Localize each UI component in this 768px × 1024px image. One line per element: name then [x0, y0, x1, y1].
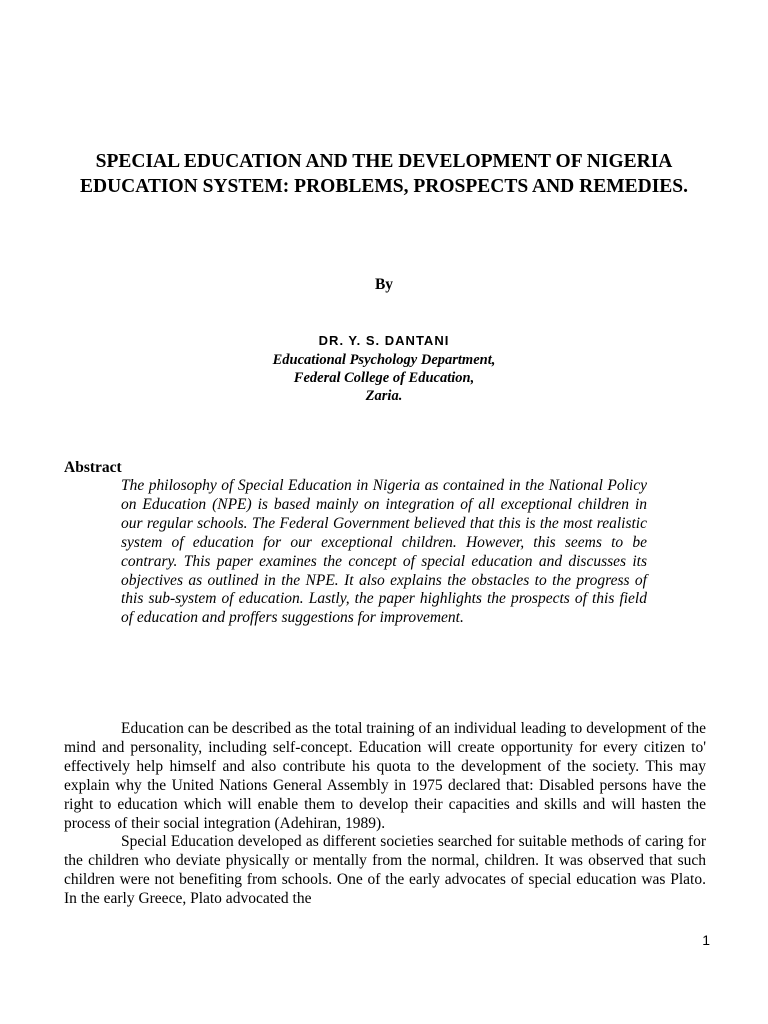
author-affiliation — [0, 351, 768, 405]
affiliation-department: Educational Psychology Department, — [272, 352, 496, 368]
body-paragraph: Special Education developed as different societies searched for suitable methods of caring for the children who deviate physically or mentally from the normal, children. It was observed that such children were not benefiting from schools. One of the early advocates of special education was Plato. In the early Greece, Plato advocated the — [64, 833, 706, 908]
paper-title: SPECIAL EDUCATION AND THE DEVELOPMENT OF NIGERIA EDUCATION SYSTEM: PROBLEMS, PROSPECTS AND REMEDIES. — [79, 151, 689, 197]
abstract-heading: Abstract — [64, 459, 122, 476]
affiliation-city: Zaria. — [365, 388, 403, 404]
page-number: 1 — [702, 932, 710, 948]
abstract-text: The philosophy of Special Education in Nigeria as contained in the National Policy on Education (NPE) is based mainly on integration of all exceptional children in our regular schools. The Federal Government believed that this is the most realistic system of education for our exceptional children. However, this seems to be contrary. This paper examines the concept of special education and discusses its objectives as outlined in the NPE. It also explains the obstacles to the progress of this sub-system of education. Lastly, the paper highlights the prospects of this field of education and proffers suggestions for improvement. — [121, 477, 647, 627]
body-text — [64, 720, 706, 909]
body-paragraph: Education can be described as the total training of an individual leading to development of the mind and personality, including self-concept. Education will create opportunity for every citizen to' effectively help himself and also contribute his quota to the development of the society. This may explain why the United Nations General Assembly in 1975 declared that: Disabled persons have the right to education which will enable them to develop their capacities and skills and will hasten the process of their social integration (Adehiran, 1989). — [64, 720, 706, 832]
by-label: By — [374, 276, 394, 293]
author-name: DR. Y. S. DANTANI — [318, 333, 450, 348]
affiliation-institution: Federal College of Education, — [293, 370, 475, 386]
